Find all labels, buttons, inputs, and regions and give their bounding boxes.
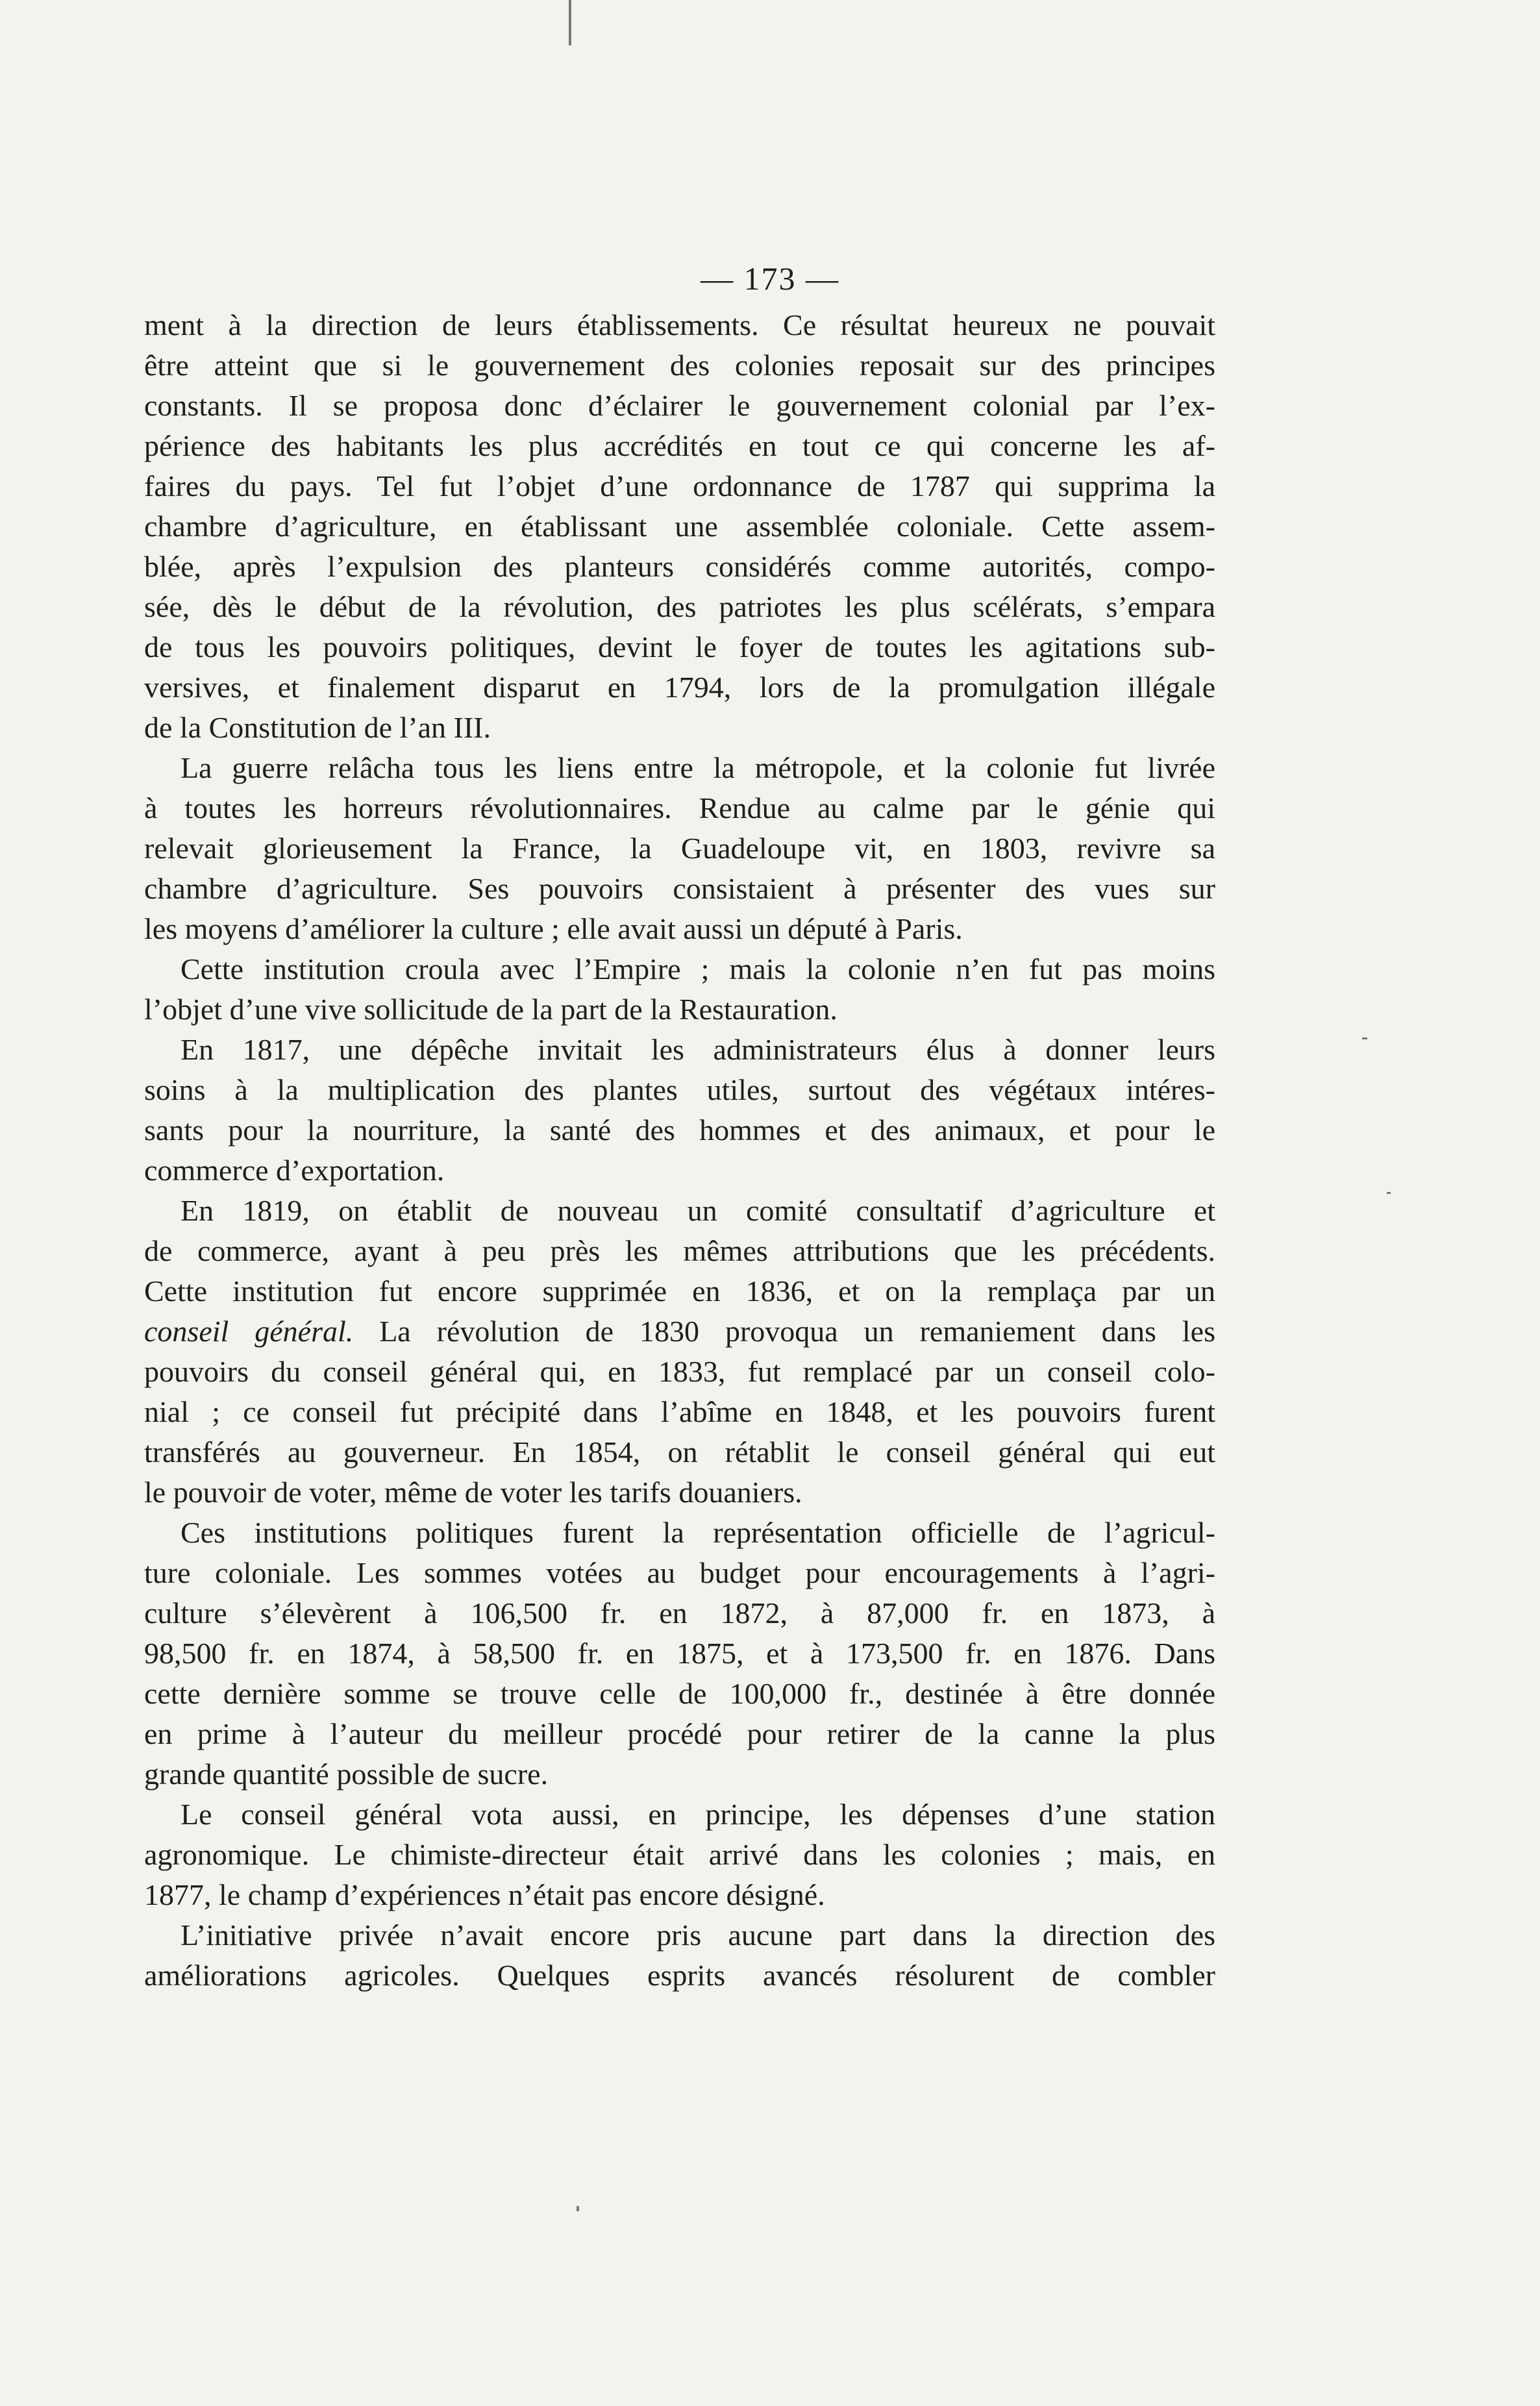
text-line: chambre d’agriculture, en établissant une assemblée coloniale. Cette assem-: [144, 510, 1215, 543]
text-line: grande quantité possible de sucre.: [144, 1757, 549, 1791]
text-line: chambre d’agriculture. Ses pouvoirs consistaient à présenter des vues sur: [144, 872, 1215, 905]
text-line: relevait glorieusement la France, la Guadeloupe vit, en 1803, revivre sa: [144, 832, 1215, 865]
text-line: 1877, le champ d’expériences n’était pas encore désigné.: [144, 1878, 825, 1911]
text-line: périence des habitants les plus accrédités en tout ce qui concerne les af-: [144, 429, 1215, 462]
text-line: agronomique. Le chimiste-directeur était arrivé dans les colonies ; mais, en: [144, 1838, 1215, 1871]
text-line: En 1819, on établit de nouveau un comité consultatif d’agriculture et: [180, 1194, 1215, 1227]
text-line: en prime à l’auteur du meilleur procédé pour retirer de la canne la plus: [144, 1717, 1215, 1750]
scan-speck: [1387, 1192, 1391, 1194]
text-line: nial ; ce conseil fut précipité dans l’abîme en 1848, et les pouvoirs furent: [144, 1395, 1215, 1428]
scan-speck: [1362, 1037, 1367, 1039]
text-line: commerce d’exportation.: [144, 1154, 445, 1187]
text-line: de commerce, ayant à peu près les mêmes attributions que les précédents.: [144, 1234, 1215, 1267]
text-line: Le conseil général vota aussi, en principe, les dépenses d’une station: [180, 1798, 1215, 1831]
text-line: les moyens d’améliorer la culture ; elle avait aussi un député à Paris.: [144, 912, 963, 945]
text-line: blée, après l’expulsion des planteurs considérés comme autorités, compo-: [144, 550, 1215, 583]
text-line: le pouvoir de voter, même de voter les tarifs douaniers.: [144, 1476, 802, 1509]
text-line: Ces institutions politiques furent la représentation officielle de l’agricul-: [180, 1516, 1215, 1549]
text-line: conseil général. La révolution de 1830 provoqua un remaniement dans les: [144, 1315, 1215, 1348]
text-line: 98,500 fr. en 1874, à 58,500 fr. en 1875, et à 173,500 fr. en 1876. Dans: [144, 1637, 1215, 1670]
text-line: à toutes les horreurs révolutionnaires. Rendue au calme par le génie qui: [144, 791, 1215, 825]
text-line: l’objet d’une vive sollicitude de la part de la Restauration.: [144, 993, 838, 1026]
scan-speck: [577, 2206, 579, 2211]
text-line: faires du pays. Tel fut l’objet d’une ordonnance de 1787 qui supprima la: [144, 469, 1215, 502]
text-line: de la Constitution de l’an III.: [144, 711, 491, 744]
text-line: être atteint que si le gouvernement des colonies reposait sur des principes: [144, 349, 1215, 382]
text-line: ment à la direction de leurs établissements. Ce résultat heureux ne pouvait: [144, 308, 1215, 341]
text-line: En 1817, une dépêche invitait les administrateurs élus à donner leurs: [180, 1033, 1215, 1066]
text-line: cette dernière somme se trouve celle de 100,000 fr., destinée à être donnée: [144, 1677, 1215, 1710]
text-line: Cette institution fut encore supprimée en 1836, et on la remplaça par un: [144, 1274, 1215, 1308]
text-line: ture coloniale. Les sommes votées au budget pour encouragements à l’agri-: [144, 1556, 1215, 1589]
italic-term: conseil général.: [144, 1315, 354, 1348]
page-number: — 173 —: [701, 260, 839, 297]
text-line: transférés au gouverneur. En 1854, on rétablit le conseil général qui eut: [144, 1435, 1215, 1469]
text-line: pouvoirs du conseil général qui, en 1833, fut remplacé par un conseil colo-: [144, 1355, 1215, 1388]
text-line: La guerre relâcha tous les liens entre la métropole, et la colonie fut livrée: [180, 751, 1215, 784]
text-line: de tous les pouvoirs politiques, devint le foyer de toutes les agitations sub-: [144, 630, 1215, 664]
text-line: sée, dès le début de la révolution, des patriotes les plus scélérats, s’empara: [144, 590, 1215, 623]
text-line: L’initiative privée n’avait encore pris aucune part dans la direction des: [180, 1918, 1215, 1952]
text-line: améliorations agricoles. Quelques esprits avancés résolurent de combler: [144, 1959, 1215, 1992]
scan-speck: [569, 0, 571, 45]
text-line: culture s’élevèrent à 106,500 fr. en 1872, à 87,000 fr. en 1873, à: [144, 1596, 1215, 1630]
text-line: versives, et finalement disparut en 1794, lors de la promulgation illégale: [144, 671, 1215, 704]
text-line: Cette institution croula avec l’Empire ; mais la colonie n’en fut pas moins: [180, 952, 1215, 986]
body-text: [144, 305, 1215, 1996]
text-line: sants pour la nourriture, la santé des hommes et des animaux, et pour le: [144, 1113, 1215, 1147]
text-line: constants. Il se proposa donc d’éclairer le gouvernement colonial par l’ex-: [144, 389, 1215, 422]
text-line: soins à la multiplication des plantes utiles, surtout des végétaux intéres-: [144, 1073, 1215, 1106]
